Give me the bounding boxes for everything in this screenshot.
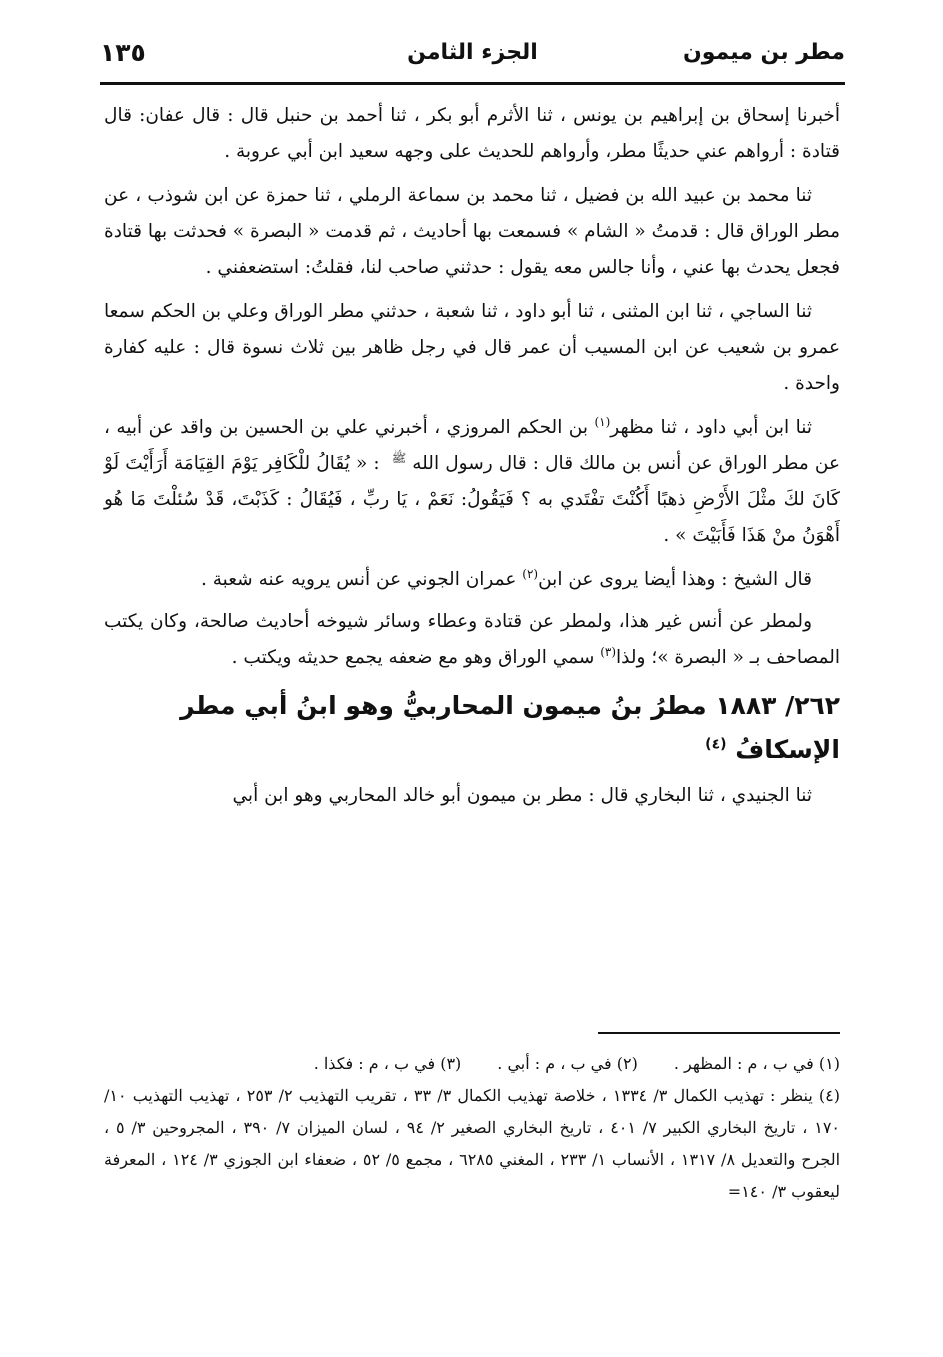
main-text — [104, 98, 840, 822]
paragraph-4-part-b: بن الحكم المروزي ، أخبرني علي بن الحسين بن واقد عن أبيه ، عن مطر الوراق عن أنس بن مالك قال : قال رسول الله — [104, 417, 840, 474]
paragraph-5-part-b: عمران الجوني عن أنس يرويه عنه شعبة . — [201, 569, 523, 590]
footnote-ref-4: (٤) — [705, 736, 727, 753]
footnote-4: (٤) ينظر : تهذيب الكمال ٣/ ١٣٣٤ ، خلاصة تهذيب الكمال ٣/ ٣٣ ، تقريب التهذيب ٢/ ٢٥٣ ، تهذيب التهذيب ١٠/ ١٧٠ ، تاريخ البخاري الكبير ٧/ ٤٠١ ، تاريخ البخاري الصغير ٢/ ٩٤ ، لسان الميزان ٧/ ٣٩٠ ، المجروحين ٣/ ٥ ، الجرح والتعديل ٨/ ١٣١٧ ، الأنساب ١/ ٢٣٣ ، المغني ٦٢٨٥ ، مجمع ٥/ ٥٢ ، ضعفاء ابن الجوزي ٣/ ١٢٤ ، المعرفة ليعقوب ٣/ ١٤٠= — [104, 1086, 841, 1201]
footnote-ref-1: (١) — [594, 414, 611, 429]
running-entry-name: مطر بن ميمون — [682, 40, 845, 65]
hadith-text: : « يُقَالُ للْكَافِر يَوْمَ القِيَامَة أَرَأَيْتَ لَوْ كَانَ لكَ مثْلَ الأَرْضِ ذهبًا أَكُنْتَ تفْتَدي به ؟ فَيَقُولُ: نَعَمْ ، يَا ربِّ ، فَيُقَالُ : كَذَبْتَ، قَدْ سُئلْتَ مَا هُو أَهْوَنُ منْ هَذَا فَأَبَيْتَ » . — [104, 453, 840, 546]
footnote-ref-2: (٢) — [522, 566, 539, 581]
volume-title: الجزء الثامن — [407, 40, 538, 65]
footnote-divider — [598, 1032, 840, 1034]
footnotes-short-line — [104, 1048, 840, 1080]
paragraph-6 — [104, 604, 840, 676]
honorific-glyph: ﷺ — [391, 450, 407, 465]
header-divider — [100, 82, 845, 85]
footnote-3: (٣) في ب ، م : فكذا . — [313, 1054, 462, 1073]
entry-heading-text: ٢٦٢/ ١٨٨٣ مطرُ بنُ ميمون المحاربيُّ وهو ابنُ أبي مطر الإسكافُ — [180, 691, 840, 764]
paragraph-3: ثنا الساجي ، ثنا ابن المثنى ، ثنا أبو داود ، ثنا شعبة ، حدثني مطر الوراق وعلي بن الحكم سمعا عمرو بن شعيب عن ابن المسيب أن عمر قال في رجل ظاهر بين ثلاث نسوة قال : عليه كفارة واحدة . — [104, 301, 840, 394]
paragraph-4 — [104, 410, 840, 554]
paragraph-6-part-a: ولمطر عن أنس غير هذا، ولمطر عن قتادة وعطاء وسائر شيوخه أحاديث صالحة، وكان يكتب المصاحف بـ « البصرة »؛ ولذا — [104, 611, 840, 668]
paragraph-5-part-a: قال الشيخ : وهذا أيضا يروى عن ابن — [538, 569, 812, 590]
footnotes — [104, 1048, 840, 1208]
paragraph-1: أخبرنا إسحاق بن إبراهيم بن يونس ، ثنا الأثرم أبو بكر ، ثنا أحمد بن حنبل قال : قال عفان: قال قتادة : أرواهم عني حديثًا مطر، وأرواهم للحديث على وجهه سعيد ابن أبي عروبة . — [104, 105, 840, 162]
footnote-1: (١) في ب ، م : المظهر . — [673, 1054, 840, 1073]
footnote-2: (٢) في ب ، م : أبي . — [497, 1054, 638, 1073]
footnote-ref-3: (٣) — [600, 644, 617, 659]
page-header — [100, 38, 845, 78]
paragraph-5 — [104, 562, 840, 598]
paragraph-7: ثنا الجنيدي ، ثنا البخاري قال : مطر بن ميمون أبو خالد المحاربي وهو ابن أبي — [232, 785, 812, 806]
paragraph-6-part-b: سمي الوراق وهو مع ضعفه يجمع حديثه ويكتب . — [231, 647, 601, 668]
paragraph-4-part-a: ثنا ابن أبي داود ، ثنا مظهر — [610, 417, 812, 438]
page-number: ١٣٥ — [100, 38, 146, 67]
paragraph-2: ثنا محمد بن عبيد الله بن فضيل ، ثنا محمد بن سماعة الرملي ، ثنا حمزة عن ابن شوذب ، عن مطر الوراق قال : قدمتُ « الشام » فسمعت بها أحاديث ، ثم قدمت « البصرة » فحدثت بها قتادة فجعل يحدث بها عني ، وأنا جالس معه يقول : حدثني صاحب لنا، فقلتُ: استضعفني . — [104, 185, 840, 278]
entry-heading — [104, 684, 840, 772]
